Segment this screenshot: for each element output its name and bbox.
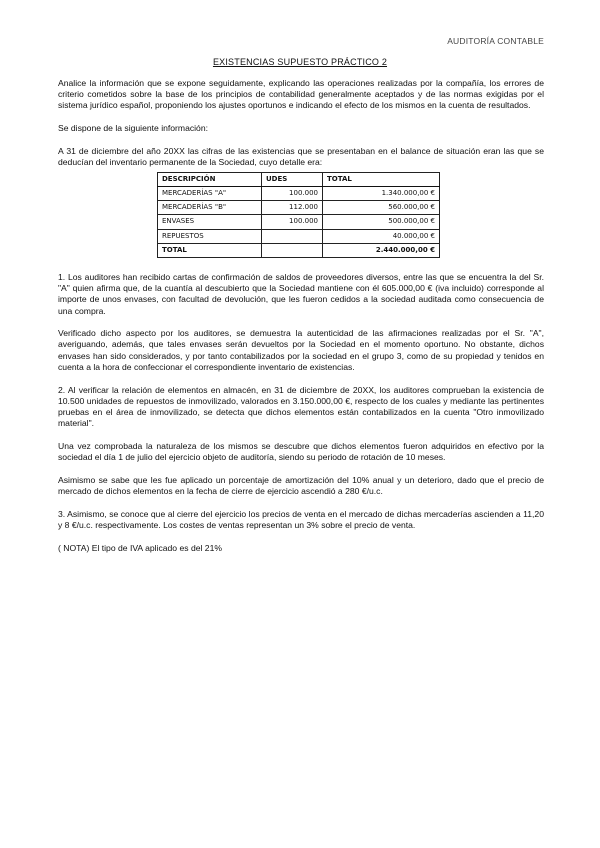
total-units-empty xyxy=(262,243,323,257)
column-header: DESCRIPCIÓN xyxy=(158,172,262,186)
row-units: 100.000 xyxy=(262,215,323,229)
row-description: MERCADERÍAS "A" xyxy=(158,186,262,200)
row-total: 500.000,00 € xyxy=(323,215,440,229)
row-units xyxy=(262,229,323,243)
row-total: 560.000,00 € xyxy=(323,201,440,215)
table-row xyxy=(158,229,440,243)
paragraph-1-confirmation-letters: 1. Los auditores han recibido cartas de confirmación de saldos de proveedores diversos, entre las que se encuentra la del Sr. "A" quien afirma que, de la cuantía al descubierto que la Sociedad mantiene con él 605.000,00 € (iva incluido) corresponde al importe de unos envases, con facultad de devolución, que les fueron cedidos a la sociedad auditada como consecuencia de una compra. xyxy=(58,271,544,316)
total-value: 2.440.000,00 € xyxy=(323,243,440,257)
row-description: REPUESTOS xyxy=(158,229,262,243)
table-row xyxy=(158,201,440,215)
row-total: 40.000,00 € xyxy=(323,229,440,243)
row-description: ENVASES xyxy=(158,215,262,229)
intro-paragraph: Analice la información que se expone seguidamente, explicando las operaciones realizadas por la compañía, los errores de criterio cometidos sobre la base de los principios de contabilidad generalmente aceptados y de las normas exigidas por el sistema jurídico español, proponiendo los ajustes oportunos e indicando el efecto de los mismos en la cuenta de resultados. xyxy=(58,78,544,111)
table-total-row xyxy=(158,243,440,257)
row-description: MERCADERÍAS "B" xyxy=(158,201,262,215)
document-body xyxy=(58,78,544,565)
info-label: Se dispone de la siguiente información: xyxy=(58,123,209,134)
row-total: 1.340.000,00 € xyxy=(323,186,440,200)
row-units: 112.000 xyxy=(262,201,323,215)
inventory-table xyxy=(157,172,440,258)
note-iva: ( NOTA) El tipo de IVA aplicado es del 21% xyxy=(58,542,222,553)
document-title: EXISTENCIAS SUPUESTO PRÁCTICO 2 xyxy=(212,57,388,67)
paragraph-3-sale-prices: 3. Asimismo, se conoce que al cierre del ejercicio los precios de venta en el mercado de dichas mercaderías ascienden a 11,20 y 8 €/u.c. respectivamente. Los costes de ventas representan un 3% sobre el precio de venta. xyxy=(58,508,544,530)
table-header-row xyxy=(158,172,440,186)
paragraph-verification: Verificado dicho aspecto por los auditores, se demuestra la autenticidad de las afirmaciones realizadas por el Sr. "A", averiguando, además, que tales envases serán devueltos por la Sociedad en el momento oportuno. No obstante, dichos envases han sido considerados, y por tanto contabilizados por la sociedad en el grupo 3, como de su propiedad y tenidos en cuenta a la hora de confeccionar el correspondiente inventario de existencias. xyxy=(58,328,544,372)
column-header: UDES xyxy=(262,172,323,186)
table-row xyxy=(158,215,440,229)
document-header: AUDITORÍA CONTABLE xyxy=(447,36,544,46)
paragraph-amortization: Asimismo se sabe que les fue aplicado un porcentaje de amortización del 10% anual y un deterioro, dado que el precio de mercado de dichos elementos en la fecha de cierre de ejercicio ascendió a 280 €/u.c. xyxy=(58,474,544,496)
row-units: 100.000 xyxy=(262,186,323,200)
column-header: TOTAL xyxy=(323,172,440,186)
total-label: TOTAL xyxy=(158,243,262,257)
table-row xyxy=(158,186,440,200)
paragraph-2-warehouse: 2. Al verificar la relación de elementos en almacén, en 31 de diciembre de 20XX, los auditores comprueban la existencia de 10.500 unidades de repuestos de inmovilizado, valorados en 3.150.000,00 €, respecto de los cuales y mediante las pertinentes pruebas en el área de inmovilizado, se detecta que dichos elementos están contabilizados en la cuenta "Otro inmovilizado material". xyxy=(58,384,544,429)
balance-paragraph: A 31 de diciembre del año 20XX las cifras de las existencias que se presentaban en el balance de situación eran las que se deducían del inventario permanente de la Sociedad, cuyo detalle era: xyxy=(58,145,544,168)
paragraph-acquisition: Una vez comprobada la naturaleza de los mismos se descubre que dichos elementos fueron adquiridos en efectivo por la sociedad el día 1 de julio del ejercicio objeto de auditoría, siendo su periodo de rotación de 10 meses. xyxy=(58,440,544,463)
